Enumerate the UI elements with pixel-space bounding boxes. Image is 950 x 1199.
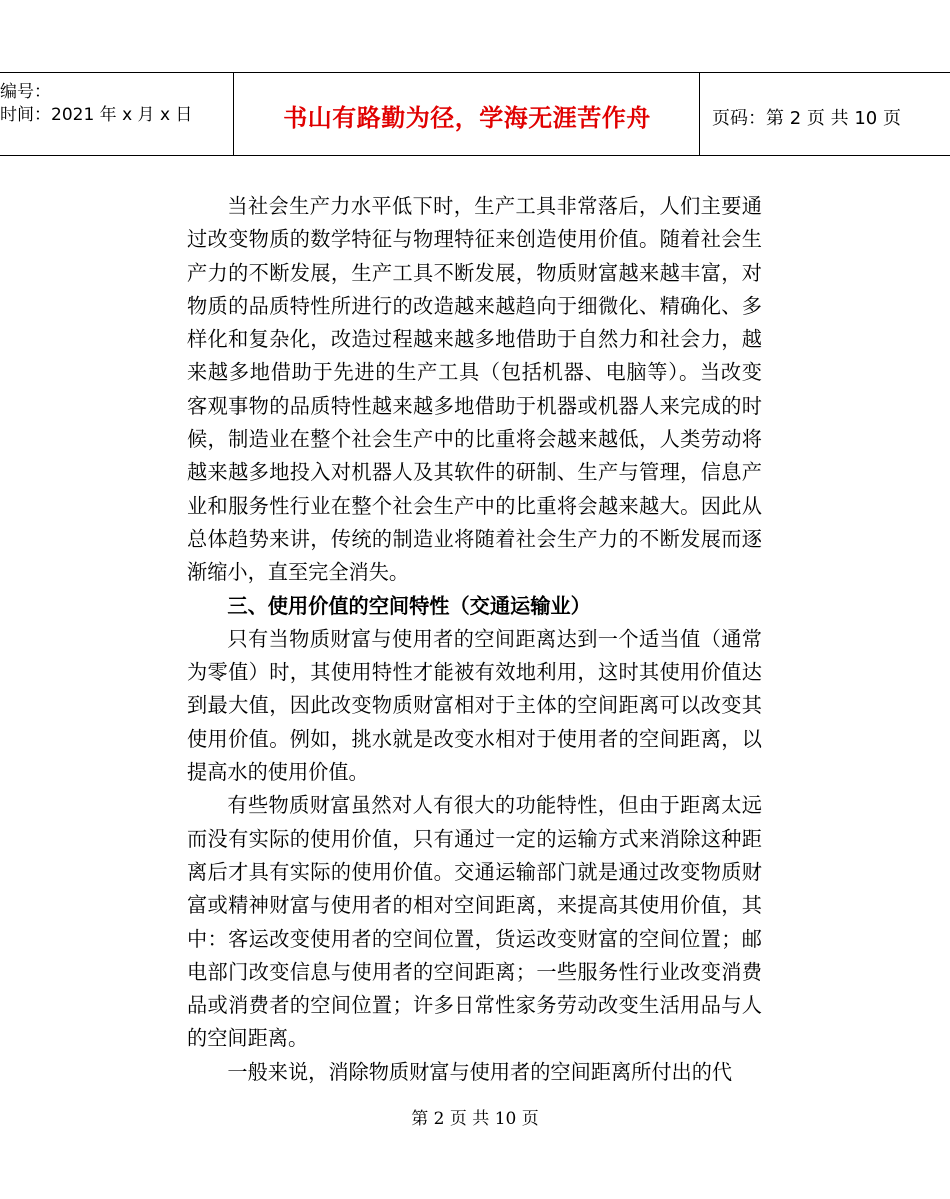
header-motto: 书山有路勤为径，学海无涯苦作舟	[283, 104, 651, 132]
document-header	[0, 72, 950, 156]
page-footer: 第 2 页 共 10 页	[411, 1109, 539, 1129]
header-motto-cell	[234, 73, 700, 155]
document-code-label: 编号：	[0, 82, 51, 102]
header-page-cell	[700, 73, 950, 155]
body-paragraph: 只有当物质财富与使用者的空间距离达到一个适当值（通常为零值）时，其使用特性才能被有效地利用，这时其使用价值达到最大值，因此改变物质财富相对于主体的空间距离可以改变其使用价值。例如，挑水就是改变水相对于使用者的空间距离，以提高水的使用价值。	[187, 626, 762, 785]
body-paragraph: 有些物质财富虽然对人有很大的功能特性，但由于距离太远而没有实际的使用价值，只有通过一定的运输方式来消除这种距离后才具有实际的使用价值。交通运输部门就是通过改变物质财富或精神财富与使用者的相对空间距离，来提高其使用价值，其中：客运改变使用者的空间位置，货运改变财富的空间位置；邮电部门改变信息与使用者的空间距离；一些服务性行业改变消费品或消费者的空间位置；许多日常性家务劳动改变生活用品与人的空间距离。	[187, 793, 762, 1051]
section-heading: 三、使用价值的空间特性（交通运输业）	[227, 593, 591, 618]
document-time-label: 时间：2021 年 x 月 x 日	[0, 105, 193, 125]
header-page-code: 页码：第 2 页 共 10 页	[712, 108, 901, 129]
body-paragraph: 一般来说，消除物质财富与使用者的空间距离所付出的代	[227, 1059, 733, 1084]
body-paragraph: 当社会生产力水平低下时，生产工具非常落后，人们主要通过改变物质的数学特征与物理特征来创造使用价值。随着社会生产力的不断发展，生产工具不断发展，物质财富越来越丰富，对物质的品质特性所进行的改造越来越趋向于细微化、精确化、多样化和复杂化，改造过程越来越多地借助于自然力和社会力，越来越多地借助于先进的生产工具（包括机器、电脑等）。当改变客观事物的品质特性越来越多地借助于机器或机器人来完成的时候，制造业在整个社会生产中的比重将会越来越低，人类劳动将越来越多地投入对机器人及其软件的研制、生产与管理，信息产业和服务性行业在整个社会生产中的比重将会越来越大。因此从总体趋势来讲，传统的制造业将随着社会生产力的不断发展而逐渐缩小，直至完全消失。	[187, 194, 762, 585]
header-meta-cell	[0, 73, 234, 155]
document-body	[187, 190, 762, 1089]
